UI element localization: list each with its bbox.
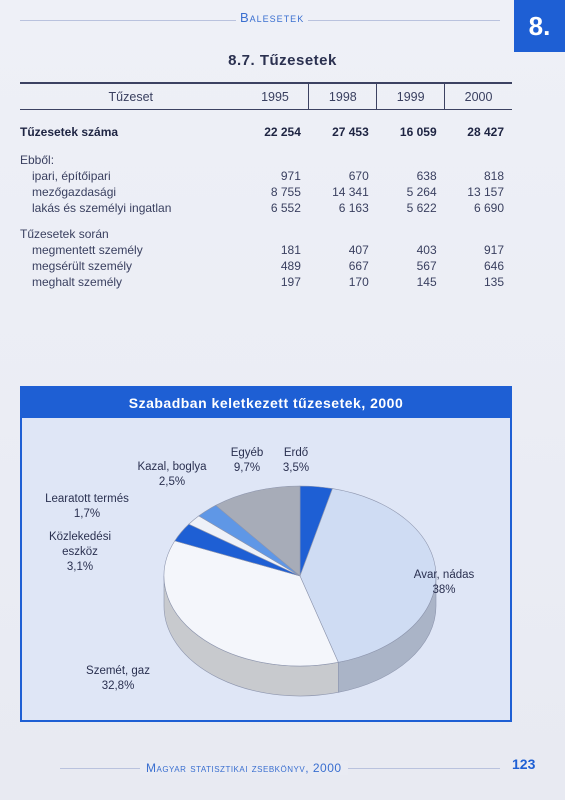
cell-value: 145	[416, 275, 437, 289]
page-number: 123	[512, 756, 536, 772]
cell-value: 638	[416, 169, 437, 183]
row-label: mezőgazdasági	[32, 185, 117, 199]
slice-label-kozlekedesi-eszkoz: Közlekedési eszköz 3,1%	[48, 531, 112, 573]
cell-value: 6 690	[473, 201, 504, 215]
slice-label-kazal-boglya: Kazal, boglya 2,5%	[137, 461, 207, 488]
cell-value: 403	[416, 243, 437, 257]
cell-value: 22 254	[264, 125, 301, 139]
row-label: ipari, építőipari	[32, 169, 111, 183]
cell-value: 6 163	[338, 201, 369, 215]
cell-value: 16 059	[399, 125, 437, 139]
chart-title: Szabadban keletkezett tűzesetek, 2000	[22, 388, 510, 418]
cell-value: 6 552	[270, 201, 301, 215]
pie-chart-panel	[20, 386, 512, 722]
pie-chart	[22, 418, 510, 720]
cell-value: 14 341	[332, 185, 369, 199]
table-spacer	[20, 216, 512, 226]
row-label: Tűzesetek száma	[20, 125, 119, 139]
row-label: megmentett személy	[32, 243, 143, 257]
cell-value: 135	[483, 275, 504, 289]
row-label: meghalt személy	[32, 275, 123, 289]
chapter-tab: 8.	[514, 0, 565, 52]
group-heading-row	[20, 226, 512, 242]
row-label: megsérült személy	[32, 259, 133, 273]
cell-value: 489	[280, 259, 301, 273]
cell-value: 670	[348, 169, 369, 183]
slice-label-erdo: Erdő 3,5%	[282, 447, 310, 474]
row-label: lakás és személyi ingatlan	[32, 201, 172, 215]
cell-value: 407	[348, 243, 369, 257]
column-header-1995: 1995	[242, 83, 309, 110]
table-row	[20, 168, 512, 184]
cell-value: 667	[348, 259, 369, 273]
column-header-1999: 1999	[377, 83, 445, 110]
cell-value: 971	[280, 169, 301, 183]
group-heading: Ebből:	[20, 153, 55, 167]
cell-value: 197	[280, 275, 301, 289]
section-title: Balesetek	[236, 10, 308, 25]
table-row	[20, 184, 512, 200]
cell-value: 917	[483, 243, 504, 257]
cell-value: 5 622	[406, 201, 437, 215]
table-header-row	[20, 83, 512, 110]
column-header-label: Tűzeset	[20, 83, 242, 110]
group-heading: Tűzesetek során	[20, 227, 109, 241]
footer-book-title: Magyar statisztikai zsebkönyv, 2000	[140, 761, 348, 775]
table-row	[20, 274, 512, 290]
cell-value: 818	[483, 169, 504, 183]
cell-value: 5 264	[406, 185, 437, 199]
slice-label-avar-nadas: Avar, nádas 38%	[413, 569, 475, 596]
cell-value: 27 453	[332, 125, 369, 139]
table-title: 8.7. Tűzesetek	[228, 52, 337, 69]
slice-label-learatott-termes: Learatott termés 1,7%	[45, 493, 129, 520]
cell-value: 567	[416, 259, 437, 273]
table-row	[20, 200, 512, 216]
cell-value: 181	[280, 243, 301, 257]
cell-value: 13 157	[467, 185, 504, 199]
table-row	[20, 242, 512, 258]
cell-value: 170	[348, 275, 369, 289]
slice-label-szemet-gaz: Szemét, gaz 32,8%	[86, 665, 150, 692]
group-heading-row	[20, 152, 512, 168]
cell-value: 28 427	[467, 125, 504, 139]
cell-value: 8 755	[270, 185, 301, 199]
fire-statistics-table	[20, 82, 512, 290]
cell-value: 646	[483, 259, 504, 273]
slice-label-egyeb: Egyéb 9,7%	[230, 447, 264, 474]
column-header-2000: 2000	[445, 83, 512, 110]
table-row	[20, 258, 512, 274]
table-row-total	[20, 110, 512, 153]
column-header-1998: 1998	[309, 83, 377, 110]
